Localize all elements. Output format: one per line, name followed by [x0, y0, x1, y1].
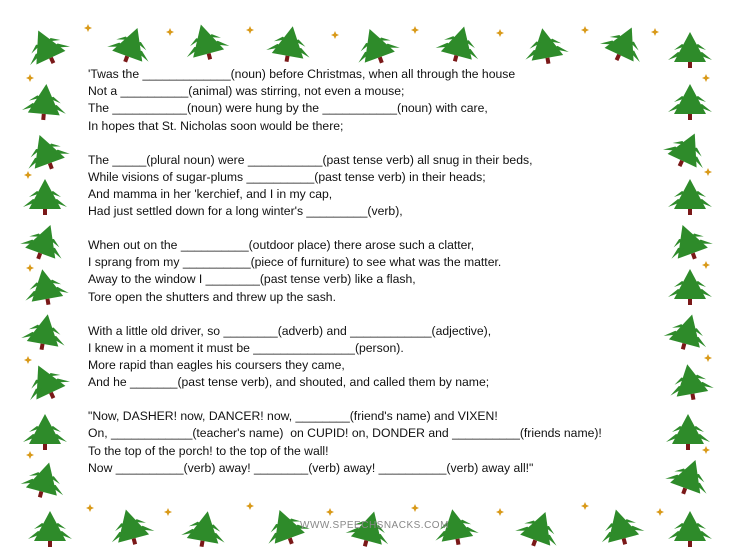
poem-line: To the top of the porch! to the top of the wall! — [88, 443, 329, 458]
star-icon — [651, 28, 659, 36]
star-icon — [496, 508, 504, 516]
christmas-tree-icon — [21, 82, 68, 122]
star-icon — [164, 508, 172, 516]
christmas-tree-icon — [17, 217, 71, 266]
stanza — [88, 237, 678, 306]
christmas-tree-icon — [104, 20, 158, 69]
mad-lib-poem — [88, 66, 678, 494]
stanza — [88, 323, 678, 392]
star-icon — [702, 261, 710, 269]
star-icon — [86, 504, 94, 512]
star-icon — [704, 168, 712, 176]
christmas-tree-icon — [28, 511, 72, 547]
poem-line: 'Twas the _____________(noun) before Christmas, when all through the house — [88, 67, 516, 81]
star-icon — [411, 26, 419, 34]
christmas-tree-icon — [21, 265, 71, 308]
poem-line: More rapid than eagles his coursers they came, — [88, 358, 345, 373]
star-icon — [581, 26, 589, 34]
star-icon — [326, 508, 334, 516]
christmas-tree-icon — [521, 24, 571, 67]
poem-line: When out on the __________(outdoor place) there arose such a clatter, — [88, 238, 475, 253]
christmas-tree-icon — [668, 511, 712, 547]
christmas-tree-icon — [595, 504, 647, 550]
star-icon — [331, 31, 339, 39]
poem-line: In hopes that St. Nicholas soon would be there; — [88, 118, 344, 133]
christmas-tree-icon — [434, 21, 486, 67]
christmas-tree-icon — [18, 356, 73, 407]
poem-line: The _____(plural noun) were ___________(past tense verb) all snug in their beds, — [88, 152, 533, 167]
poem-line: On, ____________(teacher's name) on CUPID! on, DONDER and __________(friends name)! — [88, 426, 602, 441]
christmas-tree-icon — [349, 21, 403, 70]
star-icon — [656, 508, 664, 516]
christmas-tree-icon — [180, 19, 232, 65]
star-icon — [246, 502, 254, 510]
poem-line: The ___________(noun) were hung by the ___________(noun) with care, — [88, 101, 488, 116]
poem-line: Away to the window I ________(past tense verb) like a flash, — [88, 272, 416, 287]
star-icon — [496, 29, 504, 37]
watermark: WWW.SPEECHSNACKS.COM — [300, 520, 449, 531]
christmas-tree-icon — [265, 22, 315, 65]
poem-line: And he _______(past tense verb), and shouted, and called them by name; — [88, 375, 490, 390]
star-icon — [246, 26, 254, 34]
star-icon — [26, 264, 34, 272]
star-icon — [702, 74, 710, 82]
christmas-tree-icon — [105, 504, 157, 550]
poem-line: With a little old driver, so ________(adverb) and ____________(adjective), — [88, 323, 492, 338]
poem-line: Had just settled down for a long winter's _________(verb), — [88, 204, 403, 219]
christmas-tree-icon — [597, 18, 652, 69]
star-icon — [704, 354, 712, 362]
poem-line: While visions of sugar-plums __________(past tense verb) in their heads; — [88, 169, 486, 184]
star-icon — [24, 171, 32, 179]
christmas-tree-icon — [18, 21, 73, 72]
poem-line: "Now, DASHER! now, DANCER! now, ________(friend's name) and VIXEN! — [88, 409, 498, 424]
christmas-tree-icon — [19, 457, 71, 503]
christmas-tree-icon — [180, 507, 230, 550]
christmas-tree-icon — [19, 127, 73, 176]
star-icon — [26, 451, 34, 459]
star-icon — [84, 24, 92, 32]
poem-line: Now __________(verb) away! ________(verb) away! __________(verb) away all!" — [88, 460, 534, 475]
star-icon — [166, 28, 174, 36]
christmas-tree-icon — [512, 504, 566, 551]
poem-line: I sprang from my __________(piece of furniture) to see what was the matter. — [88, 255, 502, 270]
poem-line: Not a __________(animal) was stirring, not even a mouse; — [88, 84, 405, 99]
star-icon — [702, 446, 710, 454]
poem-line: I knew in a moment it must be _______________(person). — [88, 340, 404, 355]
star-icon — [581, 502, 589, 510]
star-icon — [24, 356, 32, 364]
poem-line: And mamma in her 'kerchief, and I in my cap, — [88, 186, 333, 201]
stanza — [88, 152, 678, 221]
christmas-tree-icon — [23, 414, 67, 450]
christmas-tree-icon — [23, 179, 67, 215]
star-icon — [26, 74, 34, 82]
poem-line: Tore open the shutters and threw up the sash. — [88, 289, 336, 304]
star-icon — [411, 504, 419, 512]
stanza — [88, 66, 678, 135]
christmas-tree-icon — [668, 32, 712, 68]
christmas-tree-icon — [20, 310, 70, 353]
stanza — [88, 408, 678, 477]
